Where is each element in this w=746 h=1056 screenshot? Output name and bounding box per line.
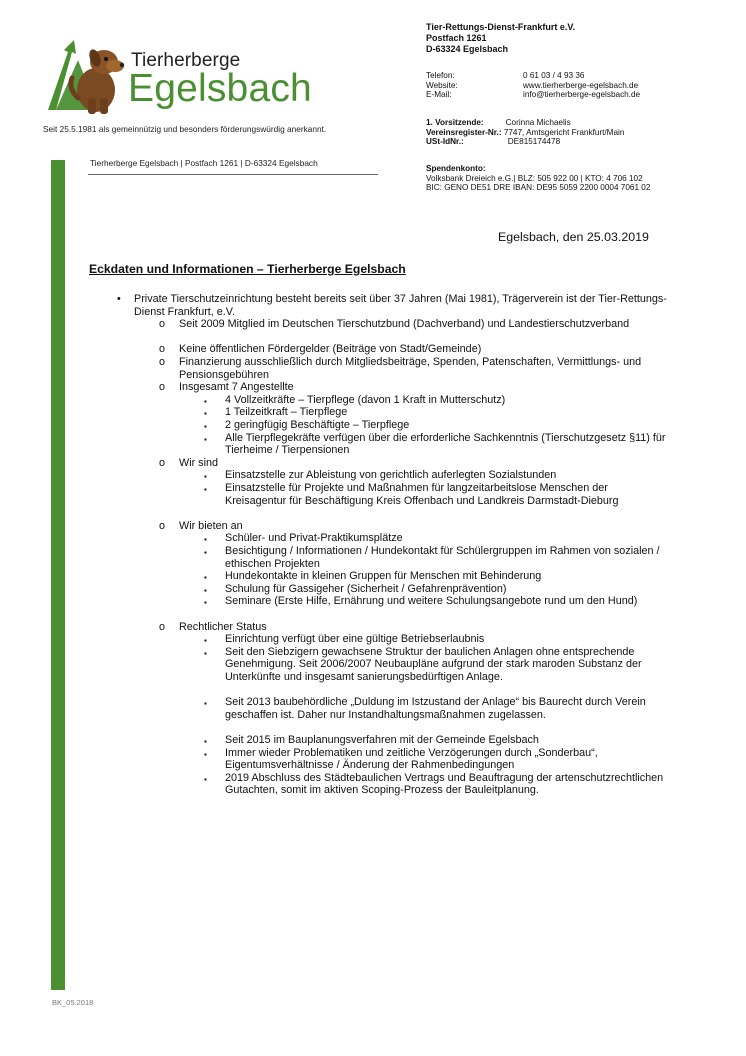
bank-line-1: Volksbank Dreieich e.G.| BLZ: 505 922 00 | KTO: 4 706 102 — [426, 173, 643, 183]
list-marker-level-3: ▪ — [204, 573, 207, 583]
list-item: Seit 2009 Mitglied im Deutschen Tierschutzbund (Dachverband) und Landestierschutzverband — [179, 318, 630, 331]
list-item: Immer wieder Problematiken und zeitliche Verzögerungen durch „Sonderbau“, Eigentumsverhältnisse / Änderung der Rahmenbedingungen — [225, 746, 598, 772]
document-title: Eckdaten und Informationen – Tierherberge Egelsbach — [89, 262, 406, 276]
list-marker-level-3: ▪ — [204, 472, 207, 482]
list-marker-level-3: ▪ — [204, 585, 207, 595]
list-marker-level-3: ▪ — [204, 636, 207, 646]
registry-block — [426, 118, 624, 147]
list-item: Schüler- und Privat-Praktikumsplätze — [225, 532, 403, 545]
list-marker-level-3: ▪ — [204, 548, 207, 557]
website-link[interactable]: www.tierherberge-egelsbach.de — [523, 80, 639, 90]
letter-date: Egelsbach, den 25.03.2019 — [498, 230, 649, 244]
list-marker-level-3: ▪ — [204, 409, 207, 419]
list-marker-level-3: ▪ — [204, 699, 207, 709]
organization-block — [426, 22, 575, 55]
list-item: 2 geringfügig Beschäftigte – Tierpflege — [225, 419, 410, 431]
vat-value: DE815174478 — [507, 137, 561, 147]
list-item: Seit den Siebzigern gewachsene Struktur der baulichen Anlagen ohne entsprechende Genehmigung. Seit 2006/2007 Neubaupläne aufgrund der stark maroden Substanz der Unterkünfte und insgesamt sanierungsbedürftigen Anlage. — [225, 645, 642, 683]
list-item: Seit 2015 im Bauplanungsverfahren mit der Gemeinde Egelsbach — [225, 734, 539, 746]
green-side-bar — [51, 160, 65, 990]
logo-text-tierherberge: Tierherberge — [131, 50, 241, 71]
footer-code: BK_05.2018 — [52, 998, 94, 1007]
list-marker-level-3: ▪ — [204, 737, 207, 746]
list-marker-level-3: ▪ — [204, 535, 207, 545]
list-marker-level-2: o — [159, 456, 166, 469]
org-name: Tier-Rettungs-Dienst-Frankfurt e.V. — [426, 22, 576, 32]
chair-value: Corinna Michaelis — [505, 118, 571, 127]
list-marker-level-2: o — [159, 356, 166, 368]
phone-value: 0 61 03 / 4 93 36 — [523, 71, 585, 80]
list-marker-level-2: o — [159, 519, 166, 532]
chair-label: 1. Vorsitzende: — [426, 118, 484, 127]
list-marker-level-1: • — [117, 293, 121, 305]
list-marker-level-3: ▪ — [204, 774, 207, 784]
list-item: Schulung für Gassigeher (Sicherheit / Gefahrenprävention) — [225, 582, 507, 595]
list-marker-level-3: ▪ — [204, 434, 207, 444]
list-item: Finanzierung ausschließlich durch Mitgliedsbeiträge, Spenden, Patenschaften, Vermittlungs- und Pensionsgebühren — [179, 356, 642, 381]
list-marker-level-2: o — [159, 620, 166, 633]
bank-label: Spendenkonto: — [426, 164, 486, 173]
list-item: Einrichtung verfügt über eine gültige Betriebserlaubnis — [225, 633, 485, 646]
registry-value: 7747, Amtsgericht Frankfurt/Main — [503, 127, 625, 137]
bank-block — [426, 164, 650, 193]
list-item: Einsatzstelle für Projekte und Maßnahmen für langzeitarbeitslose Menschen der Kreisagentur für Beschäftigung Kreis Offenbach und Landkreis Darmstadt-Dieburg — [225, 482, 619, 507]
website-label: Website: — [426, 80, 458, 90]
list-item: Hundekontakte in kleinen Gruppen für Menschen mit Behinderung — [225, 570, 542, 583]
email-label: E-Mail: — [426, 90, 452, 100]
list-item: 1 Teilzeitkraft – Tierpflege — [225, 406, 348, 419]
org-city: D-63324 Egelsbach — [426, 44, 509, 54]
list-marker-level-2: o — [159, 381, 166, 394]
sender-address-rule — [88, 174, 378, 175]
sender-address-line: Tierherberge Egelsbach | Postfach 1261 | D-63324 Egelsbach — [90, 158, 318, 168]
list-marker-level-3: ▪ — [204, 648, 207, 658]
list-item: 2019 Abschluss des Städtebaulichen Vertrags und Beauftragung der artenschutzrechtlichen Gutachten, somit im aktiven Scoping-Prozess der Bauleitplanung. — [225, 771, 664, 797]
registry-label: Vereinsregister-Nr.: — [426, 127, 502, 137]
list-marker-level-3: ▪ — [204, 422, 207, 431]
phone-label: Telefon: — [426, 71, 455, 80]
bank-line-2: BIC: GENO DE51 DRE IBAN: DE95 5059 2200 0004 7061 02 — [426, 183, 651, 193]
list-item: Alle Tierpflegekräfte verfügen über die erforderliche Sachkenntnis (Tierschutzgesetz §11) für Tierheime / Tierpensionen — [225, 431, 666, 457]
logo-text-egelsbach: Egelsbach — [128, 67, 312, 110]
list-item: Rechtlicher Status — [179, 620, 267, 633]
list-item: Insgesamt 7 Angestellte — [179, 381, 294, 394]
contact-labels — [426, 71, 458, 100]
list-marker-level-3: ▪ — [204, 485, 207, 494]
list-item: Seminare (Erste Hilfe, Ernährung und weitere Schulungsangebote rund um den Hund) — [225, 595, 638, 608]
list-item: Wir sind — [179, 456, 218, 469]
list-item: Private Tierschutzeinrichtung besteht bereits seit über 37 Jahren (Mai 1981), Trägerverein ist der Tier-Rettungs-Dienst Frankfurt, e.V. — [134, 293, 667, 318]
list-marker-level-3: ▪ — [204, 598, 207, 608]
list-marker-level-3: ▪ — [204, 396, 207, 406]
list-marker-level-2: o — [159, 343, 166, 356]
list-item: Besichtigung / Informationen / Hundekontakt für Schülergruppen im Rahmen von sozialen / ethischen Projekten — [225, 545, 660, 570]
org-postbox: Postfach 1261 — [426, 33, 487, 43]
vat-label: USt-IdNr.: — [426, 137, 464, 147]
recognition-statement: Seit 25.5.1981 als gemeinnützig und besonders förderungswürdig anerkannt. — [43, 124, 327, 134]
list-item: 4 Vollzeitkräfte – Tierpflege (davon 1 Kraft in Mutterschutz) — [225, 393, 506, 406]
list-item: Keine öffentlichen Fördergelder (Beiträge von Stadt/Gemeinde) — [179, 343, 482, 356]
contact-values — [523, 71, 640, 100]
list-item: Seit 2013 baubehördliche „Duldung im Istzustand der Anlage“ bis Baurecht durch Verein geschaffen ist. Daher nur Instandhaltungsmaßnahmen zugelassen. — [225, 696, 646, 721]
list-item: Einsatzstelle zur Ableistung von gerichtlich auferlegten Sozialstunden — [225, 469, 557, 482]
email-link[interactable]: info@tierherberge-egelsbach.de — [523, 90, 641, 100]
list-marker-level-3: ▪ — [204, 749, 207, 759]
list-marker-level-2: o — [159, 318, 166, 331]
list-item: Wir bieten an — [179, 519, 243, 532]
